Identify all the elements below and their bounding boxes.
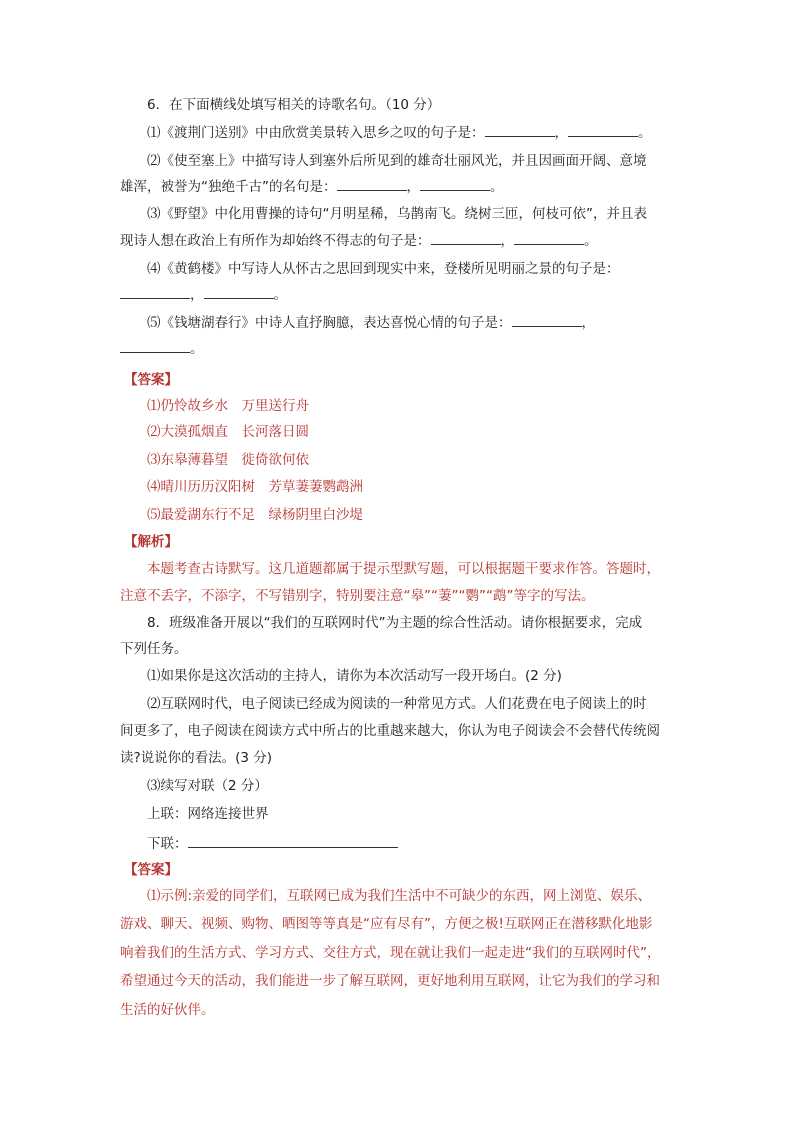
couplet-answer-blank[interactable] — [188, 835, 398, 848]
answer-6-3: ⑶东皋薄暮望 徙倚欲何依 — [147, 452, 309, 468]
q6-item-2-line1: ⑵《使至塞上》中描写诗人到塞外后所见到的雄奇壮丽风光，并且因画面开阔、意境 — [147, 153, 647, 169]
q8-task-1: ⑴如果你是这次活动的主持人，请你为本次活动写一段开场白。(2 分) — [147, 668, 562, 684]
q6-item-4-line2: ， 。 — [120, 286, 287, 304]
analysis-line-2: 注意不丢字，不添字，不写错别字，特别要注意“皋”“萋”“鹦”“鹉”等字的写法。 — [120, 588, 595, 604]
q6-item-2-line2: 雄浑，被誉为“独绝千古”的名句是： ， 。 — [120, 179, 504, 195]
answer-blank[interactable] — [337, 178, 407, 191]
answer-blank[interactable] — [431, 232, 501, 245]
q6-item-5-line1: ⑸《钱塘湖春行》中诗人直抒胸臆，表达喜悦心情的句子是： ， — [147, 315, 595, 331]
answer-8-line-3: 响着我们的生活方式、学习方式、交往方式，现在就让我们一起走进“我们的互联网时代”， — [120, 945, 661, 961]
answer-blank[interactable] — [420, 178, 490, 191]
couplet-upper: 上联：网络连接世界 — [147, 806, 269, 822]
analysis-line-1: 本题考查古诗默写。这几道题都属于提示型默写题，可以根据题干要求作答。答题时， — [147, 561, 660, 577]
answer-blank[interactable] — [568, 124, 638, 137]
answer-6-2: ⑵大漠孤烟直 长河落日圆 — [147, 424, 309, 440]
q8-task-2-line3: 读?说说你的看法。(3 分) — [120, 750, 273, 766]
answer-blank[interactable] — [120, 340, 190, 353]
answer-label: 【答案】 — [124, 372, 178, 388]
answer-6-5: ⑸最爱湖东行不足 绿杨阴里白沙堤 — [147, 507, 363, 523]
answer-6-1: ⑴仍怜故乡水 万里送行舟 — [147, 398, 309, 414]
question-6-title: 6．在下面横线处填写相关的诗歌名句。（10 分） — [147, 97, 441, 113]
answer-blank[interactable] — [512, 314, 582, 327]
q8-task-2-line2: 间更多了，电子阅读在阅读方式中所占的比重越来越大，你认为电子阅读会不会替代传统阅 — [120, 723, 660, 739]
question-8-intro-2: 下列任务。 — [120, 641, 188, 657]
q6-item-4-line1: ⑷《黄鹤楼》中写诗人从怀古之思回到现实中来，登楼所见明丽之景的句子是： — [147, 261, 620, 277]
q6-item-1: ⑴《渡荆门送别》中由欣赏美景转入思乡之叹的句子是： ， 。 — [147, 125, 652, 141]
answer-6-4: ⑷晴川历历汉阳树 芳草萋萋鹦鹉洲 — [147, 479, 363, 495]
q8-task-2-line1: ⑵互联网时代，电子阅读已经成为阅读的一种常见方式。人们花费在电子阅读上的时 — [147, 696, 647, 712]
couplet-lower: 下联： — [147, 835, 398, 853]
q8-task-3: ⑶续写对联（2 分） — [147, 778, 268, 794]
answer-blank[interactable] — [120, 286, 190, 299]
answer-label-2: 【答案】 — [124, 862, 178, 878]
q6-item-3-line2: 现诗人想在政治上有所作为却始终不得志的句子是： ， 。 — [120, 233, 598, 249]
answer-blank[interactable] — [204, 286, 274, 299]
answer-8-line-1: ⑴示例:亲爱的同学们，互联网已成为我们生活中不可缺少的东西，网上浏览、娱乐、 — [147, 888, 652, 904]
q6-item-5-line2: 。 — [120, 340, 204, 358]
answer-blank[interactable] — [514, 232, 584, 245]
analysis-label: 【解析】 — [124, 534, 178, 550]
q6-item-3-line1: ⑶《野望》中化用曹操的诗句“月明星稀，乌鹊南飞。绕树三匝，何枝可依”，并且表 — [147, 206, 647, 222]
question-8-intro-1: 8．班级准备开展以“我们的互联网时代”为主题的综合性活动。请你根据要求，完成 — [147, 615, 643, 631]
answer-8-line-4: 希望通过今天的活动，我们能进一步了解互联网，更好地利用互联网，让它为我们的学习和 — [120, 973, 660, 989]
answer-8-line-5: 生活的好伙伴。 — [120, 1002, 215, 1018]
answer-blank[interactable] — [485, 124, 555, 137]
answer-8-line-2: 游戏、聊天、视频、购物、晒图等等真是“应有尽有”，方便之极!互联网正在潜移默化地影 — [120, 916, 653, 932]
